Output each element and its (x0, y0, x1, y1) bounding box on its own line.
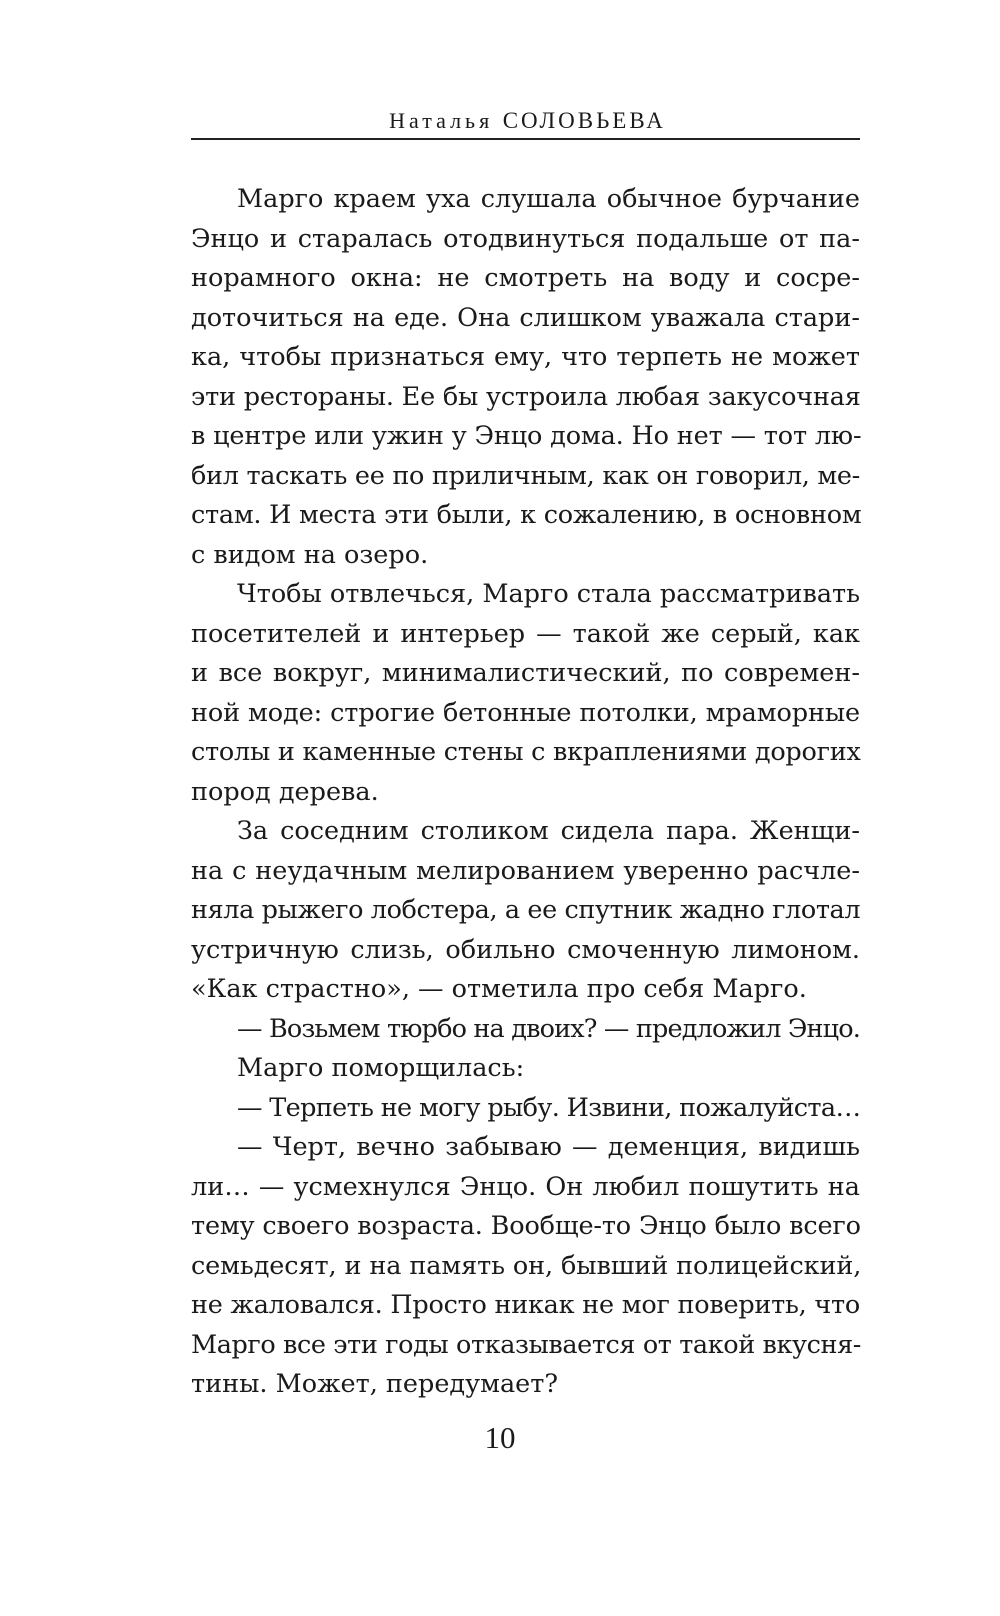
text-line: «Как страстно», — отметила про себя Марго. (191, 974, 807, 1004)
text-line: тины. Может, передумает? (191, 1369, 559, 1399)
text-line: норамного окна: не смотреть на воду и сосре- (191, 263, 860, 293)
text-line: устричную слизь, обильно смоченную лимоном. (191, 934, 860, 965)
text-line: тему своего возраста. Вообще-то Энцо было всего (191, 1211, 861, 1241)
text-line: посетителей и интерьер — такой же серый, как (191, 618, 860, 649)
text-line: бил таскать ее по приличным, как он говорил, ме- (191, 460, 860, 491)
text-line: За соседним столиком сидела пара. Женщи- (237, 816, 860, 846)
text-line: Марго поморщилась: (237, 1053, 525, 1083)
text-line: няла рыжего лобстера, а ее спутник жадно глотал (191, 895, 861, 925)
page-number: 10 (484, 1420, 516, 1455)
text-line: доточиться на еде. Она слишком уважала стари- (191, 302, 860, 333)
text-line: с видом на озеро. (191, 539, 429, 570)
header-rule (191, 138, 860, 140)
text-line: ли… — усмехнулся Энцо. Он любил пошутить на (191, 1171, 860, 1202)
text-line: в центре или ужин у Энцо дома. Но нет — тот лю- (191, 421, 862, 451)
text-line: — Терпеть не могу рыбу. Извини, пожалуйста… (237, 1092, 861, 1123)
text-line: Марго все эти годы отказывается от такой вкусня- (191, 1329, 861, 1360)
text-line: пород дерева. (191, 776, 379, 807)
author-last-name: СОЛОВЬЕВА (502, 108, 666, 133)
text-line: столы и каменные стены с вкраплениями дорогих (191, 737, 861, 767)
text-line: ной моде: строгие бетонные потолки, мраморные (191, 697, 861, 728)
text-line: — Черт, вечно забываю — деменция, видишь (237, 1132, 860, 1162)
text-line: семьдесят, и на память он, бывший полицейский, (191, 1250, 862, 1281)
text-line: ка, чтобы признаться ему, что терпеть не может (191, 342, 860, 372)
text-line: на с неудачным мелированием уверенно расчле- (191, 855, 860, 886)
text-line: стам. И места эти были, к сожалению, в основном (191, 500, 862, 530)
text-line: Чтобы отвлечься, Марго стала рассматривать (237, 579, 861, 609)
text-line: — Возьмем тюрбо на двоих? — предложил Энцо. (237, 1013, 860, 1044)
text-line: и все вокруг, минималистический, по современ- (191, 658, 860, 688)
text-line: эти рестораны. Ее бы устроила любая закусочная (191, 381, 861, 412)
text-line: не жаловался. Просто никак не мог поверить, что (191, 1290, 860, 1320)
body-text (191, 180, 860, 1405)
running-head (195, 108, 860, 134)
text-line: Энцо и старалась отодвинуться подальше от па- (191, 223, 860, 254)
author-first-name: Наталья (389, 108, 494, 133)
text-line: Марго краем уха слушала обычное бурчание (237, 184, 860, 214)
